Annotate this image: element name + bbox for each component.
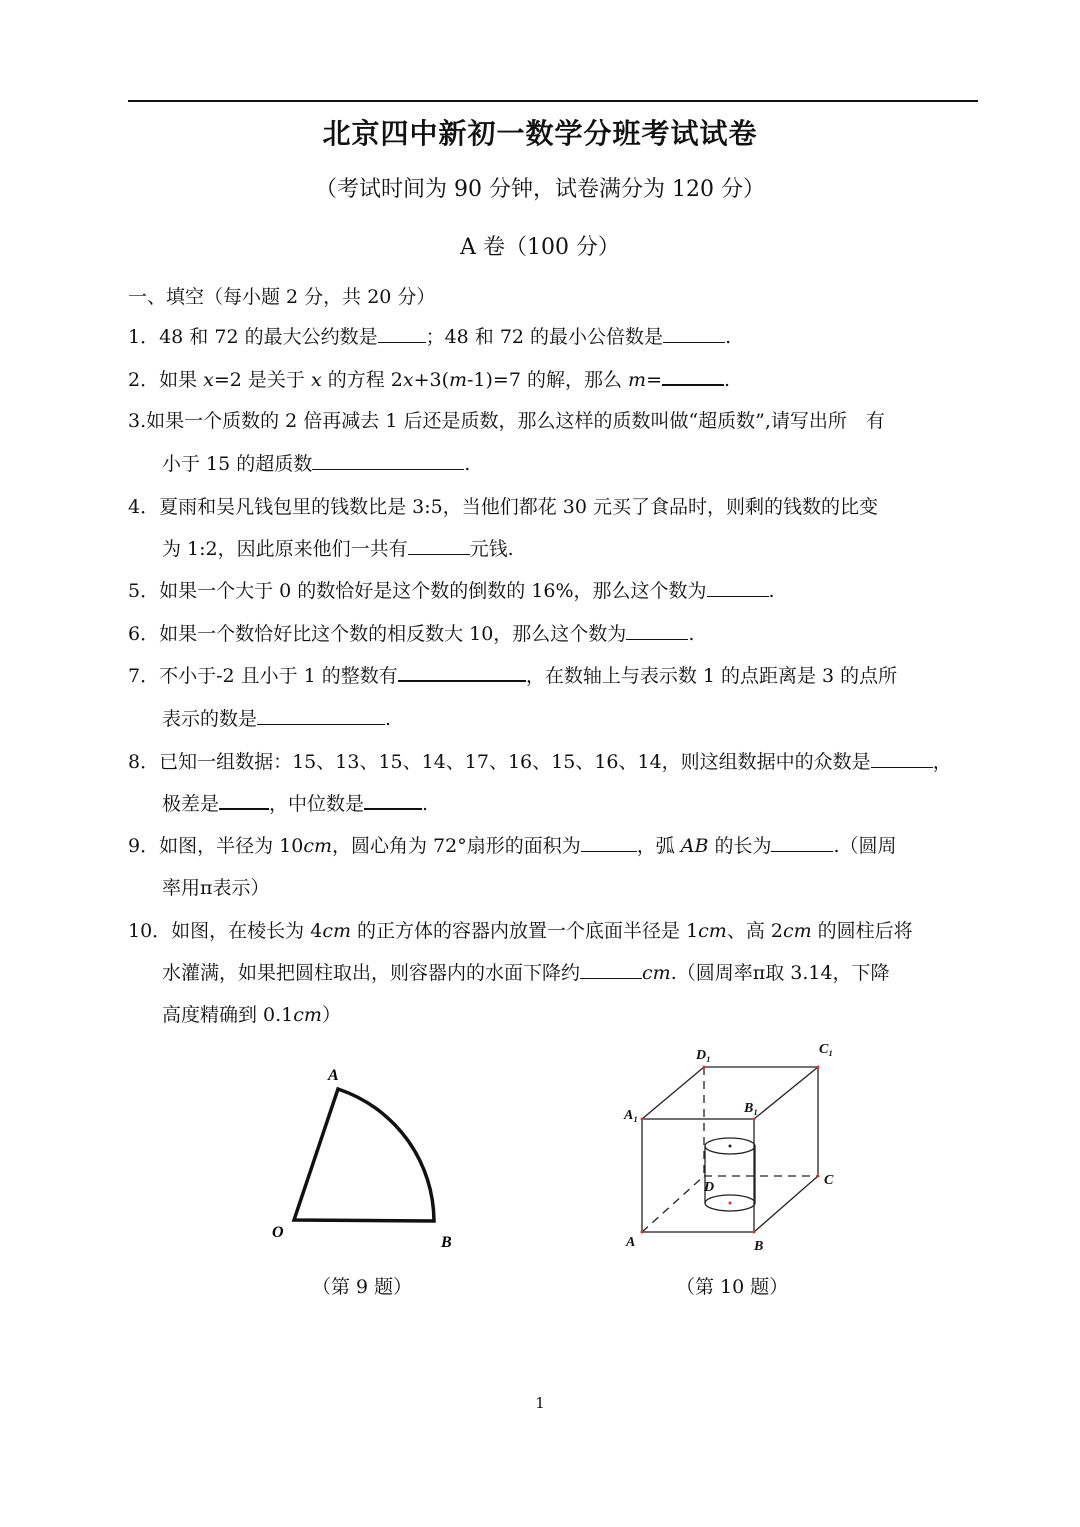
answer-blank <box>398 662 526 682</box>
page-number: 1 <box>535 1394 545 1412</box>
question-5: 5．如果一个大于 0 的数恰好是这个数的倒数的 16%，那么这个数为 . <box>128 580 775 602</box>
section-heading: 一、填空（每小题 2 分，共 20 分） <box>128 286 436 308</box>
answer-blank <box>662 366 724 386</box>
answer-blank <box>871 749 933 768</box>
question-3-line-2: 小于 15 的超质数 . <box>162 453 471 475</box>
label-b1: B₁ <box>744 1101 759 1116</box>
figure-10-cube <box>616 1040 848 1260</box>
label-d: D <box>704 1180 715 1195</box>
answer-blank <box>771 833 833 852</box>
answer-blank <box>707 578 769 597</box>
sector-shape <box>294 1089 434 1221</box>
label-a: A <box>328 1067 339 1084</box>
label-c: C <box>824 1173 834 1188</box>
question-3-line-1: 3.如果一个质数的 2 倍再减去 1 后还是质数，那么这样的质数叫做“超质数”,请写出所 有 <box>128 410 885 432</box>
answer-blank <box>663 324 725 343</box>
question-10-line-3: 高度精确到 0.1cm） <box>162 1004 341 1026</box>
question-10-line-1: 10．如图，在棱长为 4cm 的正方体的容器内放置一个底面半径是 1cm、高 2cm 的圆柱后将 <box>128 920 913 942</box>
question-4-line-2: 为 1:2，因此原来他们一共有 元钱. <box>162 538 514 560</box>
label-b: B <box>754 1239 764 1254</box>
answer-blank <box>378 324 426 343</box>
answer-blank <box>364 790 422 810</box>
answer-blank <box>219 790 269 810</box>
question-9-line-1: 9．如图，半径为 10cm，圆心角为 72°扇形的面积为 ，弧 AB 的长为 .（圆周 <box>128 835 897 857</box>
label-d1: D₁ <box>696 1048 711 1063</box>
label-a1: A₁ <box>624 1108 639 1123</box>
answer-blank <box>580 960 642 979</box>
header-rule <box>128 100 978 102</box>
label-c1: C₁ <box>819 1042 834 1057</box>
label-o: O <box>272 1224 284 1241</box>
answer-blank <box>257 706 385 725</box>
figure-9-caption: （第 9 题） <box>312 1276 413 1298</box>
answer-blank <box>312 451 464 470</box>
question-7-line-2: 表示的数是 . <box>162 708 392 730</box>
question-8-line-2: 极差是 ，中位数是 . <box>162 790 428 818</box>
question-9-line-2: 率用π表示） <box>162 877 270 899</box>
exam-info: （考试时间为 90 分钟，试卷满分为 120 分） <box>315 177 765 202</box>
question-1: 1．48 和 72 的最大公约数是 ；48 和 72 的最小公倍数是 . <box>128 326 732 348</box>
figure-9-sector <box>260 1055 480 1255</box>
page-title: 北京四中新初一数学分班考试试卷 <box>322 117 758 150</box>
question-4-line-1: 4．夏雨和吴凡钱包里的钱数比是 3:5，当他们都花 30 元买了食品时，则剩的钱数的比变 <box>128 496 878 518</box>
answer-blank <box>626 621 688 640</box>
answer-blank <box>408 536 470 555</box>
label-a: A <box>626 1235 636 1250</box>
question-7-line-1: 7．不小于-2 且小于 1 的整数有 ，在数轴上与表示数 1 的点距离是 3 的点所 <box>128 662 897 690</box>
question-2: 2．如果 x=2 是关于 x 的方程 2x+3(m-1)=7 的解，那么 m= . <box>128 366 730 394</box>
volume-heading: A 卷（100 分） <box>460 235 620 260</box>
question-6: 6．如果一个数恰好比这个数的相反数大 10，那么这个数为 . <box>128 623 695 645</box>
question-10-line-2: 水灌满，如果把圆柱取出，则容器内的水面下降约 cm.（圆周率π取 3.14，下降 <box>162 962 890 984</box>
label-b: B <box>441 1234 452 1251</box>
question-8-line-1: 8．已知一组数据：15、13、15、14、17、16、15、16、14，则这组数据中的众数是 ， <box>128 751 952 773</box>
figure-10-caption: （第 10 题） <box>676 1276 789 1298</box>
answer-blank <box>581 833 637 852</box>
